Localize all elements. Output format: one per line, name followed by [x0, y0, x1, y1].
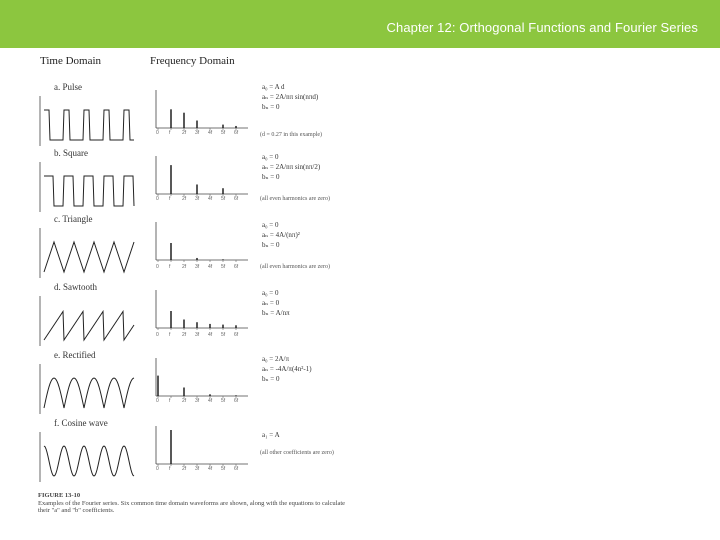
eq-cosine-a1: a₁ = A: [262, 431, 280, 439]
waveform-cosine: [44, 446, 134, 476]
row-label-square: b. Square: [54, 148, 88, 158]
frequency-domain-heading: Frequency Domain: [150, 55, 235, 67]
waveform-rectified: [44, 378, 134, 408]
eq-sawtooth-a0: a₀ = 0: [262, 289, 279, 297]
equations-sawtooth: [262, 288, 290, 318]
equations-rectified: [262, 354, 312, 384]
slide-header: [0, 0, 720, 48]
eq-square-bn: bₙ = 0: [262, 173, 280, 181]
waveform-triangle: [44, 242, 134, 272]
fourier-figure: [26, 52, 360, 528]
note-pulse: (d = 0.27 in this example): [260, 132, 323, 138]
equations-pulse: [262, 82, 318, 112]
row-label-triangle: c. Triangle: [54, 214, 93, 224]
eq-pulse-a0: a₀ = A d: [262, 83, 285, 91]
equations-square: [262, 152, 320, 182]
eq-triangle-an: aₙ = 4A/(nπ)²: [262, 231, 300, 239]
freq-ticks-triangle: 0 f 2f 3f 4f 5f 6f: [156, 264, 239, 270]
eq-triangle-bn: bₙ = 0: [262, 241, 280, 249]
row-label-rectified: e. Rectified: [54, 350, 96, 360]
freq-ticks-cosine: 0 f 2f 3f 4f 5f 6f: [156, 466, 239, 472]
eq-rectified-a0: a₀ = 2A/π: [262, 355, 290, 363]
eq-pulse-bn: bₙ = 0: [262, 103, 280, 111]
eq-sawtooth-bn: bₙ = A/nπ: [262, 309, 290, 317]
caption-text: Examples of the Fourier series. Six common time domain waveforms are shown, along with the equations to calculate their "a" and "b" coefficients.: [38, 499, 346, 514]
freq-ticks-rectified: 0 f 2f 3f 4f 5f 6f: [156, 398, 239, 404]
freq-ticks-pulse: 0 f 2f 3f 4f 5f 6f: [156, 130, 239, 136]
slide-title: Chapter 12: Orthogonal Functions and Fourier Series: [386, 20, 698, 35]
eq-rectified-bn: bₙ = 0: [262, 375, 280, 383]
note-cosine: (all other coefficients are zero): [260, 450, 334, 456]
eq-square-a0: a₀ = 0: [262, 153, 279, 161]
time-domain-heading: Time Domain: [40, 55, 102, 67]
eq-square-an: aₙ = 2A/nπ sin(nπ/2): [262, 163, 321, 171]
waveform-square: [44, 176, 134, 206]
caption-title: FIGURE 13-10: [38, 492, 81, 499]
freq-ticks-sawtooth: 0 f 2f 3f 4f 5f 6f: [156, 332, 239, 338]
eq-rectified-an: aₙ = -4A/π(4n²-1): [262, 365, 312, 373]
row-label-sawtooth: d. Sawtooth: [54, 282, 98, 292]
waveform-sawtooth: [44, 312, 134, 341]
row-label-pulse: a. Pulse: [54, 82, 82, 92]
eq-pulse-an: aₙ = 2A/nπ sin(nπd): [262, 93, 319, 101]
eq-sawtooth-an: aₙ = 0: [262, 299, 280, 307]
waveform-pulse: [44, 110, 134, 140]
row-label-cosine: f. Cosine wave: [54, 418, 108, 428]
figure-caption: [38, 492, 358, 515]
equations-cosine: [262, 430, 280, 440]
eq-triangle-a0: a₀ = 0: [262, 221, 279, 229]
equations-triangle: [262, 220, 300, 250]
note-square: (all even harmonics are zero): [260, 196, 330, 202]
freq-ticks-square: 0 f 2f 3f 4f 5f 6f: [156, 196, 239, 202]
note-triangle: (all even harmonics are zero): [260, 264, 330, 270]
